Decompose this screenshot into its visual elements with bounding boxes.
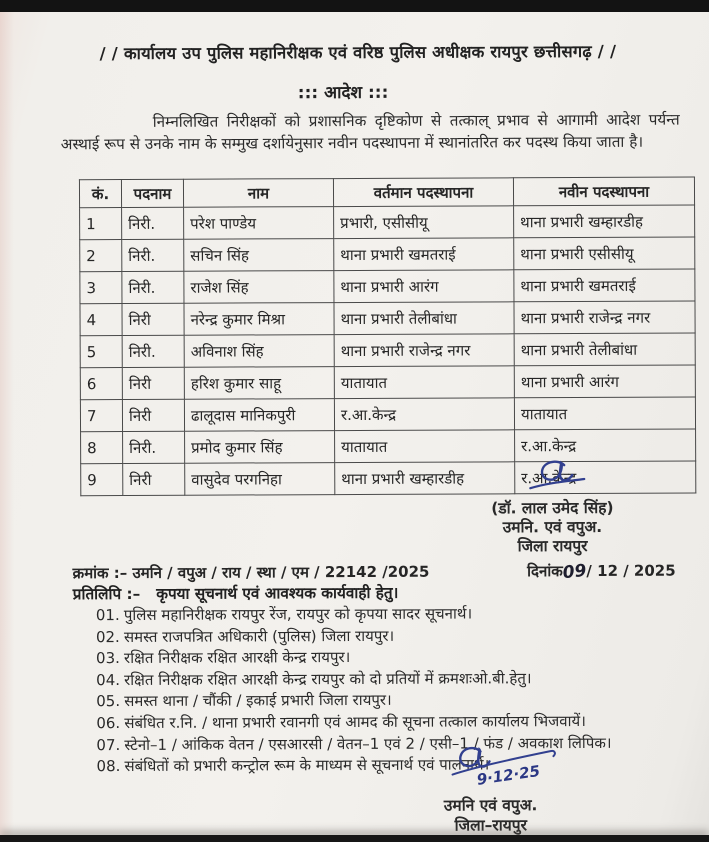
cell-sno: 8 [81, 432, 123, 464]
reference-date [527, 561, 676, 582]
cell-current-posting: यातायात [335, 430, 515, 463]
signatory-district: जिला रायपुर [517, 536, 588, 556]
copy-item-number: 01. [95, 606, 120, 625]
cell-name: प्रमोद कुमार सिंह [185, 431, 335, 464]
signature-scribble-icon [492, 457, 612, 498]
table-row [80, 301, 695, 336]
copy-item-number: 02. [95, 627, 120, 646]
col-header-designation: पदनाम [121, 179, 183, 207]
copy-item-text: संबंधित र.नि. / थाना प्रभारी रवानगी एवं आमद की सूचना तत्काल कार्यालय भिजवायें। [124, 711, 586, 732]
cell-new-posting: थाना प्रभारी राजेन्द्र नगर [514, 301, 695, 334]
col-header-current-posting: वर्तमान पदस्थापना [333, 178, 513, 207]
copy-item-text: स्टेनो–1 / आंकिक वेतन / एसआरसी / वेतन–1 एवं 2 / एसी–1 / फंड / अवकाश लिपिक। [124, 733, 612, 754]
cell-sno: 1 [80, 208, 122, 240]
table-header-row [79, 177, 694, 208]
copy-heading [73, 583, 399, 604]
cell-new-posting: यातायात [514, 397, 695, 430]
cell-current-posting: थाना प्रभारी राजेन्द्र नगर [334, 334, 514, 367]
cell-new-posting: थाना प्रभारी खमतराई [514, 269, 695, 302]
signatory-block [417, 457, 687, 557]
copy-item-number: 05. [96, 692, 121, 711]
reference-number [73, 562, 430, 584]
bottom-signature-block [390, 747, 590, 836]
copy-item [96, 711, 690, 735]
reference-line [72, 560, 686, 584]
col-header-name: नाम [183, 179, 333, 208]
copy-item-number: 06. [96, 713, 121, 733]
cell-sno: 7 [80, 400, 122, 432]
order-title: ::: आदेश ::: [297, 82, 389, 104]
bottom-signature-scribble [390, 747, 590, 796]
col-header-sno: कं. [79, 180, 121, 208]
cell-name: वासुदेव परगनिहा [185, 463, 335, 496]
cell-sno: 2 [80, 240, 122, 272]
copy-item-number: 08. [96, 757, 121, 776]
copy-item [96, 624, 690, 648]
table-row [80, 269, 695, 304]
cell-sno: 3 [80, 272, 122, 304]
table-row [80, 397, 695, 432]
signatory-designation: उमनि. एवं वपुअ. [502, 517, 603, 537]
cell-sno: 9 [81, 464, 123, 496]
copy-item-number: 07. [96, 735, 121, 754]
cell-name: राजेश सिंह [184, 271, 334, 304]
cell-current-posting: थाना प्रभारी खमतराई [334, 238, 514, 271]
cell-designation: निरी [122, 303, 184, 335]
copy-item [96, 667, 690, 691]
transfer-table [79, 177, 696, 497]
cell-designation: निरी [123, 463, 185, 495]
cell-current-posting: यातायात [334, 366, 514, 399]
cell-designation: निरी [122, 367, 184, 399]
date-day-handwritten: 09 [561, 560, 588, 584]
cell-sno: 6 [80, 368, 122, 400]
copy-item-text: रक्षित निरीक्षक रक्षित आरक्षी केन्द्र रायपुर। [123, 648, 351, 668]
table-row [80, 365, 695, 400]
scan-edge-bottom [0, 835, 709, 842]
cell-designation: निरी. [122, 271, 184, 303]
cell-new-posting: थाना प्रभारी खम्हारडीह [514, 205, 695, 238]
reference-value: उमनि / वपुअ / राय / स्था / एम / 22142 /2025 [132, 562, 430, 582]
cell-name: ढालूदास मानिकपुरी [184, 399, 334, 432]
copy-item-text: पुलिस महानिरीक्षक रायपुर रेंज, रायपुर को कृपया सादर सूचनार्थ। [123, 604, 473, 625]
copy-item [96, 646, 690, 670]
cell-current-posting: थाना प्रभारी खम्हारडीह [335, 462, 515, 495]
cell-new-posting: थाना प्रभारी तेलीबांधा [514, 333, 695, 366]
reference-label: क्रमांक :– [72, 563, 128, 583]
copy-item-text: रक्षित निरीक्षक रक्षित आरक्षी केन्द्र रायपुर को दो प्रतियों में क्रमशःओ.बी.हेतु। [124, 669, 532, 689]
cell-name: नरेन्द्र कुमार मिश्रा [184, 303, 334, 336]
copy-item-number: 04. [96, 670, 121, 689]
cell-designation: निरी. [122, 239, 184, 271]
copy-item-text: संबंधितों को प्रभारी कन्ट्रोल रूम के माध्यम से सूचनार्थ एवं पालनार्थ। [124, 755, 490, 776]
copy-heading-note: कृपया सूचनार्थ एवं आवश्यक कार्यवाही हेतु। [156, 583, 399, 603]
table-row [80, 237, 695, 272]
col-header-new-posting: नवीन पदस्थापना [513, 177, 694, 206]
office-header: / / कार्यालय उप पुलिस महानिरीक्षक एवं वरिष्ठ पुलिस अधीक्षक रायपुर छत्तीसगढ़ / / [99, 41, 617, 64]
cell-designation: निरी. [122, 335, 184, 367]
cell-current-posting: प्रभारी, एसीसीयू [334, 206, 514, 239]
date-rest: / 12 / 2025 [586, 561, 676, 580]
cell-designation: निरी. [122, 207, 184, 239]
date-label: दिनांक [527, 562, 563, 581]
cell-current-posting: थाना प्रभारी आरंग [334, 270, 514, 303]
cell-new-posting: र.आ.केन्द्र [515, 429, 696, 462]
cell-sno: 5 [80, 336, 122, 368]
cell-new-posting: थाना प्रभारी आरंग [514, 365, 695, 398]
bottom-handwritten-date: 9·12·25 [475, 761, 542, 789]
cell-new-posting: र.आ.केन्द्र [515, 461, 696, 494]
copy-item-text: समस्त थाना / चौंकी / इकाई प्रभारी जिला रायपुर। [124, 691, 392, 711]
cell-name: सचिन सिंह [184, 239, 334, 272]
copy-item [96, 603, 690, 627]
bottom-signatory-district: जिला–रायपुर [454, 816, 527, 835]
cell-current-posting: र.आ.केन्द्र [334, 398, 514, 431]
table-row [80, 333, 695, 368]
cell-new-posting: थाना प्रभारी एसीसीयू [514, 237, 695, 270]
copy-item [96, 689, 690, 713]
cell-current-posting: थाना प्रभारी तेलीबांधा [334, 302, 514, 335]
cell-designation: निरी. [123, 431, 185, 463]
copy-item-text: समस्त राजपत्रित अधिकारी (पुलिस) जिला रायपुर। [123, 626, 395, 646]
copy-heading-label: प्रतिलिपि :– [72, 584, 141, 604]
signatory-name: (डॉ. लाल उमेद सिंह) [491, 498, 614, 518]
cell-sno: 4 [80, 304, 122, 336]
cell-designation: निरी [122, 399, 184, 431]
cell-name: हरिश कुमार साहू [184, 367, 334, 400]
copy-item-number: 03. [95, 649, 120, 668]
intro-paragraph: निम्नलिखित निरीक्षकों को प्रशासनिक दृष्टिकोण से तत्काल् प्रभाव से आगामी आदेश पर्यन्त अस्थाई रूप से उनके नाम के सम्मुख दर्शायेनुसार नवीन पदस्थापना में स्थानांतरित कर पदस्थ किया जाता है। [60, 110, 680, 154]
cell-name: परेश पाण्डेय [184, 207, 334, 240]
bottom-signatory-designation: उमनि एवं वपुअ. [443, 796, 538, 815]
table-row [80, 205, 695, 240]
cell-name: अविनाश सिंह [184, 335, 334, 368]
